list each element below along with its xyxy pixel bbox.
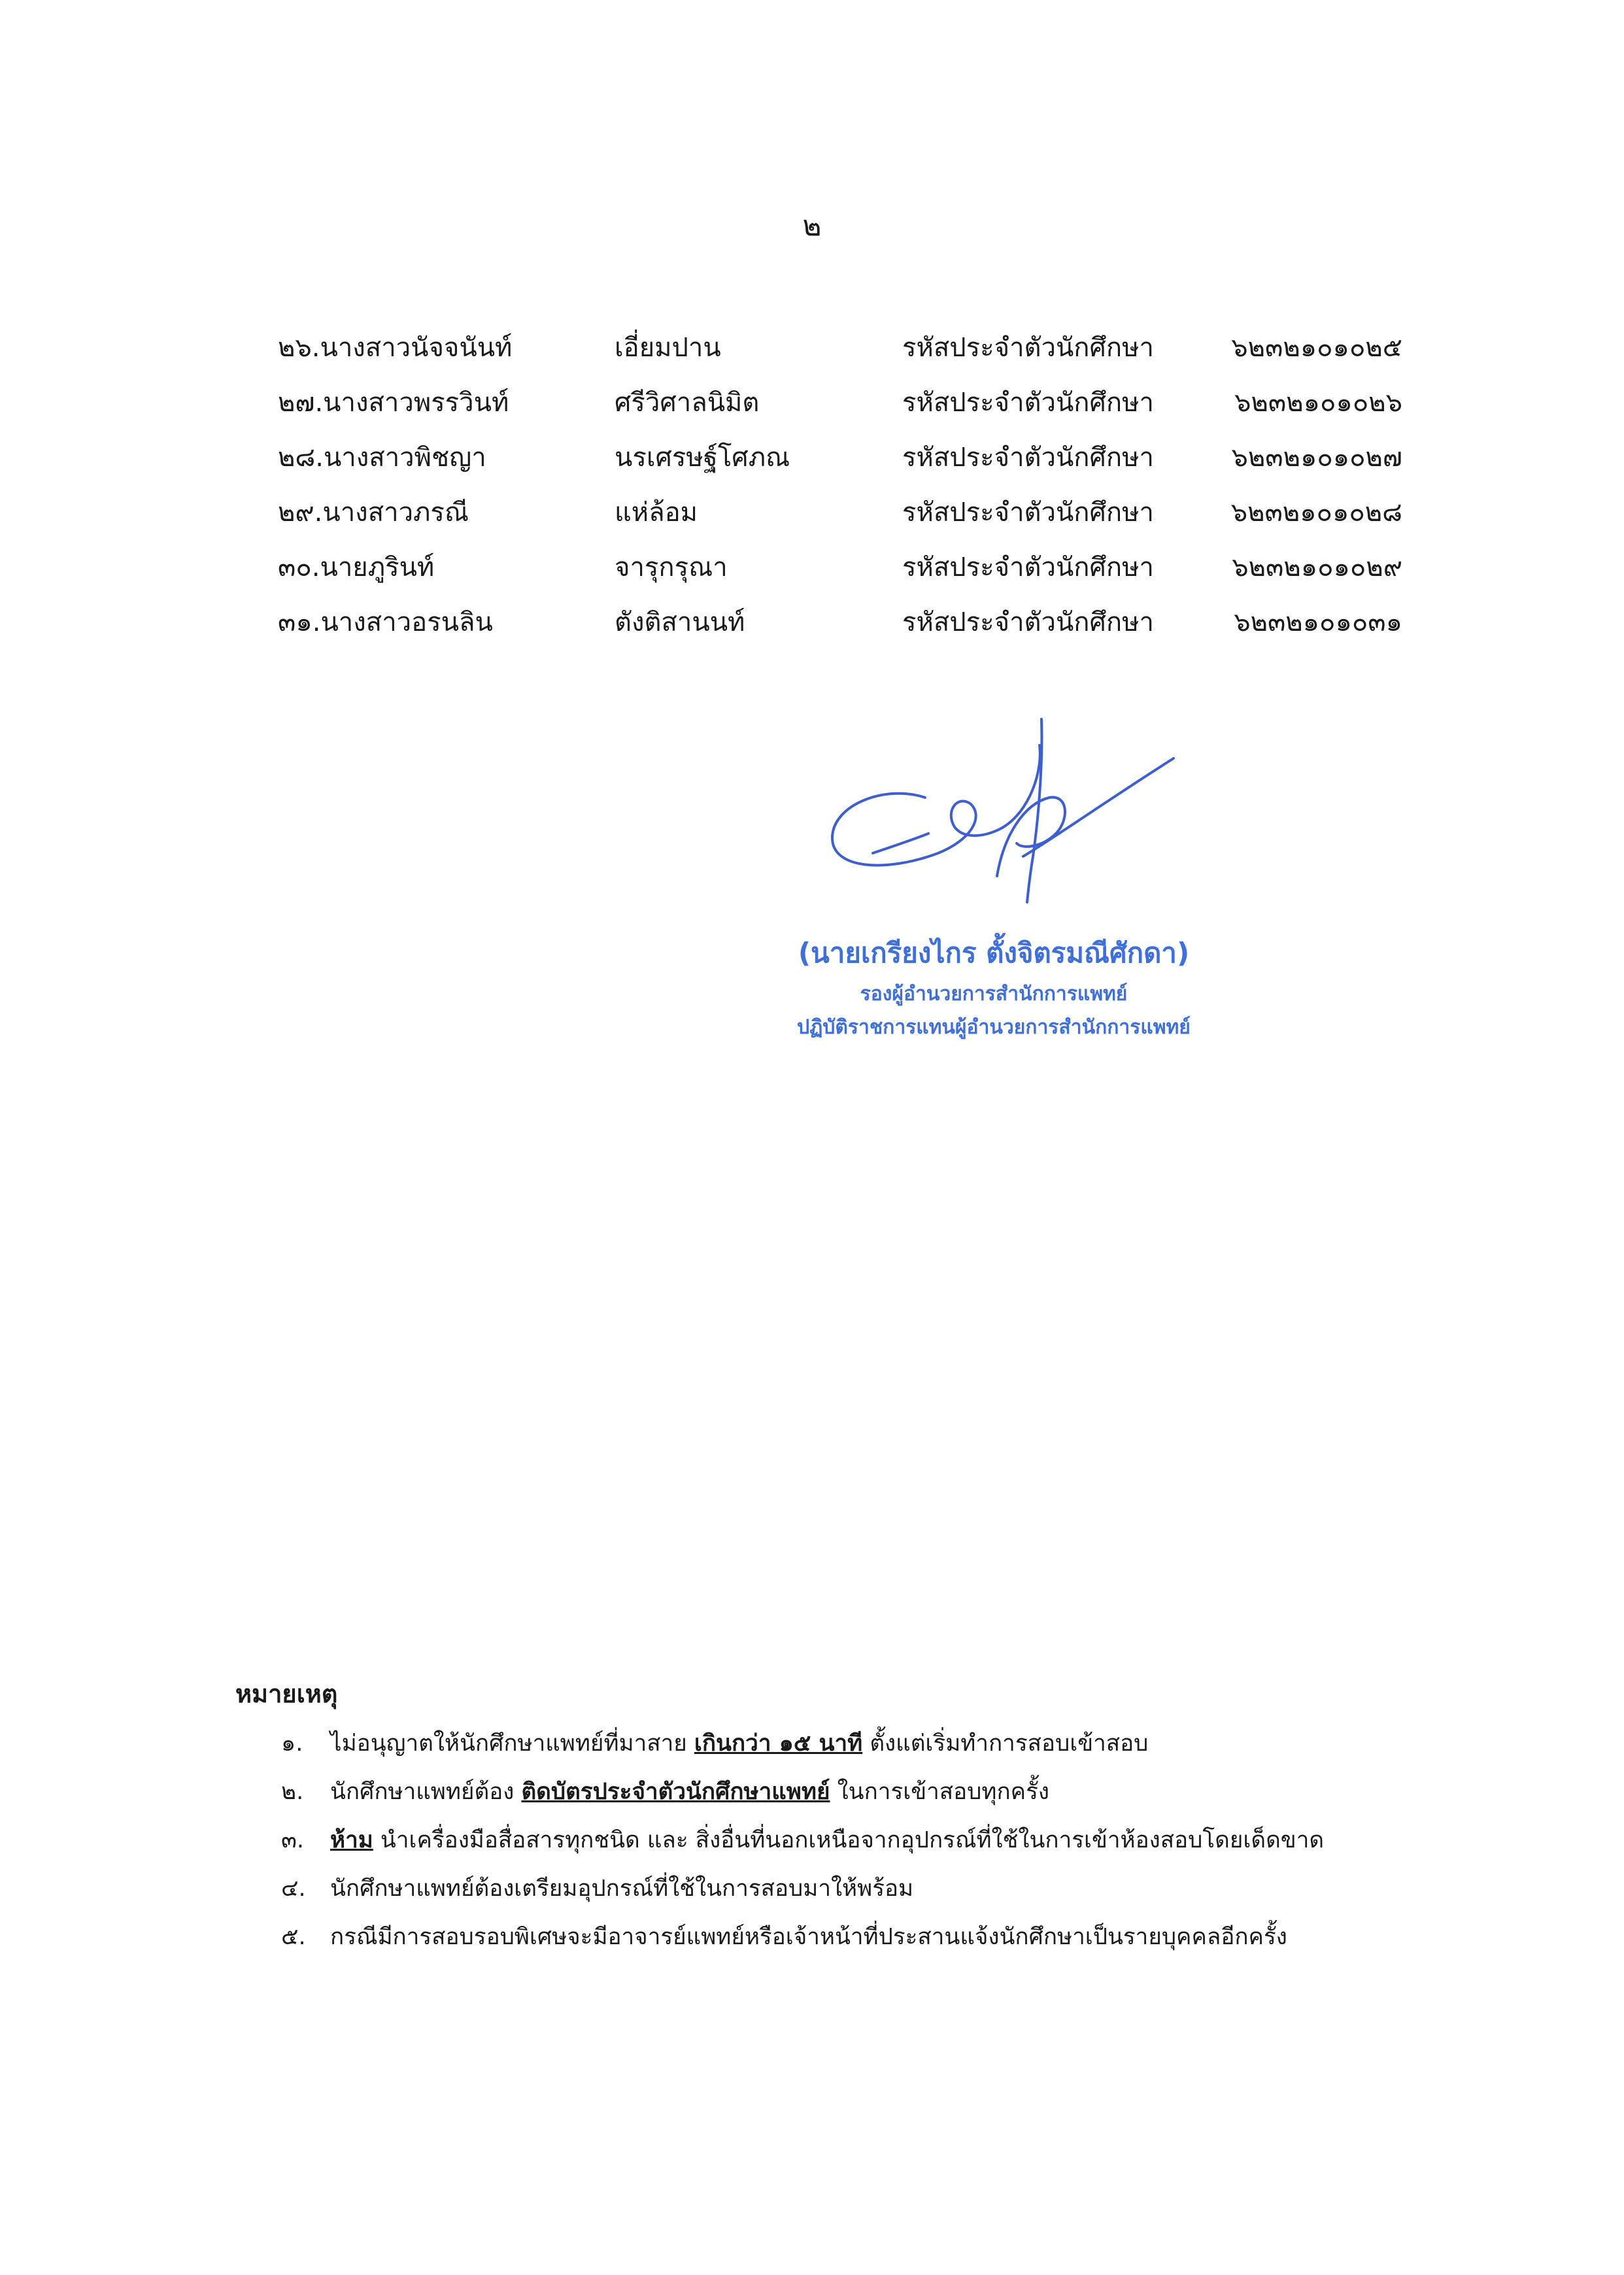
remarks-heading: หมายเหตุ bbox=[235, 1679, 338, 1708]
handwritten-signature bbox=[807, 706, 1200, 909]
student-row bbox=[278, 540, 1402, 595]
remark-number: ๕. bbox=[281, 1924, 306, 1950]
remark-emphasis: เกินกว่า ๑๕ นาที bbox=[694, 1730, 863, 1757]
student-id: ๖๒๓๒๑๐๑๐๒๗ bbox=[1231, 443, 1402, 473]
student-id: ๖๒๓๒๑๐๑๐๒๕ bbox=[1231, 333, 1402, 363]
student-id-label: รหัสประจำตัวนักศึกษา bbox=[902, 388, 1154, 418]
signer-name: (นายเกรียงไกร ตั้งจิตรมณีศักดา) bbox=[798, 937, 1190, 969]
remark-emphasis: ติดบัตรประจำตัวนักศึกษาแพทย์ bbox=[521, 1779, 830, 1805]
student-title-name: ๓๐.นายภูรินท์ bbox=[278, 552, 435, 582]
student-row bbox=[278, 320, 1402, 375]
student-id-label: รหัสประจำตัวนักศึกษา bbox=[902, 607, 1154, 637]
remark-number: ๑. bbox=[281, 1730, 303, 1757]
remark-text: นักศึกษาแพทย์ต้องเตรียมอุปกรณ์ที่ใช้ในการสอบมาให้พร้อม bbox=[330, 1876, 914, 1902]
student-title-name: ๒๘.นางสาวพิชญา bbox=[278, 443, 486, 473]
signer-title: รองผู้อำนวยการสำนักการแพทย์ bbox=[860, 983, 1128, 1005]
remark-text: กรณีมีการสอบรอบพิเศษจะมีอาจารย์แพทย์หรือเจ้าหน้าที่ประสานแจ้งนักศึกษาเป็นรายบุคคลอีกครั้ง bbox=[330, 1924, 1287, 1950]
student-title-name: ๒๙.นางสาวภรณี bbox=[278, 497, 469, 528]
student-title-name: ๓๑.นางสาวอรนลิน bbox=[278, 607, 493, 637]
student-id-label: รหัสประจำตัวนักศึกษา bbox=[902, 333, 1154, 363]
remark-text-after: ในการเข้าสอบทุกครั้ง bbox=[830, 1779, 1049, 1805]
remark-item bbox=[281, 1864, 1432, 1913]
student-id: ๖๒๓๒๑๐๑๐๓๑ bbox=[1234, 607, 1402, 637]
remark-text: นักศึกษาแพทย์ต้อง bbox=[330, 1779, 522, 1805]
page-number: ๒ bbox=[802, 209, 822, 243]
remark-item bbox=[281, 1913, 1432, 1961]
remark-number: ๔. bbox=[281, 1876, 306, 1902]
student-surname: เอี่ยมปาน bbox=[615, 333, 721, 363]
remark-text: ไม่อนุญาตให้นักศึกษาแพทย์ที่มาสาย bbox=[330, 1730, 694, 1757]
student-row bbox=[278, 375, 1402, 430]
remark-text-after: ตั้งแต่เริ่มทำการสอบเข้าสอบ bbox=[862, 1730, 1149, 1757]
student-surname: ตังติสานนท์ bbox=[615, 607, 745, 637]
student-id: ๖๒๓๒๑๐๑๐๒๘ bbox=[1230, 497, 1402, 528]
student-id: ๖๒๓๒๑๐๑๐๒๖ bbox=[1234, 388, 1402, 418]
student-surname: จารุกรุณา bbox=[615, 552, 728, 582]
student-surname: นรเศรษฐ์โศภณ bbox=[615, 443, 790, 473]
remark-item bbox=[281, 1816, 1432, 1864]
student-row bbox=[278, 430, 1402, 485]
student-id-label: รหัสประจำตัวนักศึกษา bbox=[902, 497, 1154, 528]
student-list bbox=[278, 320, 1402, 650]
student-title-name: ๒๖.นางสาวนัจจนันท์ bbox=[278, 333, 513, 363]
remark-number: ๒. bbox=[281, 1779, 304, 1805]
student-id: ๖๒๓๒๑๐๑๐๒๙ bbox=[1232, 552, 1402, 582]
student-id-label: รหัสประจำตัวนักศึกษา bbox=[902, 443, 1154, 473]
remark-emphasis: ห้าม bbox=[330, 1827, 373, 1853]
student-id-label: รหัสประจำตัวนักศึกษา bbox=[902, 552, 1154, 582]
student-row bbox=[278, 595, 1402, 650]
student-row bbox=[278, 485, 1402, 540]
student-title-name: ๒๗.นางสาวพรรวินท์ bbox=[278, 388, 509, 418]
remark-item bbox=[281, 1768, 1432, 1816]
student-surname: ศรีวิศาลนิมิต bbox=[615, 388, 760, 418]
remark-number: ๓. bbox=[281, 1827, 305, 1853]
signer-acting-for: ปฏิบัติราชการแทนผู้อำนวยการสำนักการแพทย์ bbox=[797, 1016, 1191, 1039]
remark-text-after: นำเครื่องมือสื่อสารทุกชนิด และ สิ่งอื่นที่นอกเหนือจากอุปกรณ์ที่ใช้ในการเข้าห้องสอบโดยเด็ดขาด bbox=[373, 1827, 1325, 1853]
remark-item bbox=[281, 1719, 1432, 1768]
student-surname: แห่ล้อม bbox=[615, 497, 698, 528]
remarks-list bbox=[281, 1719, 1432, 1961]
